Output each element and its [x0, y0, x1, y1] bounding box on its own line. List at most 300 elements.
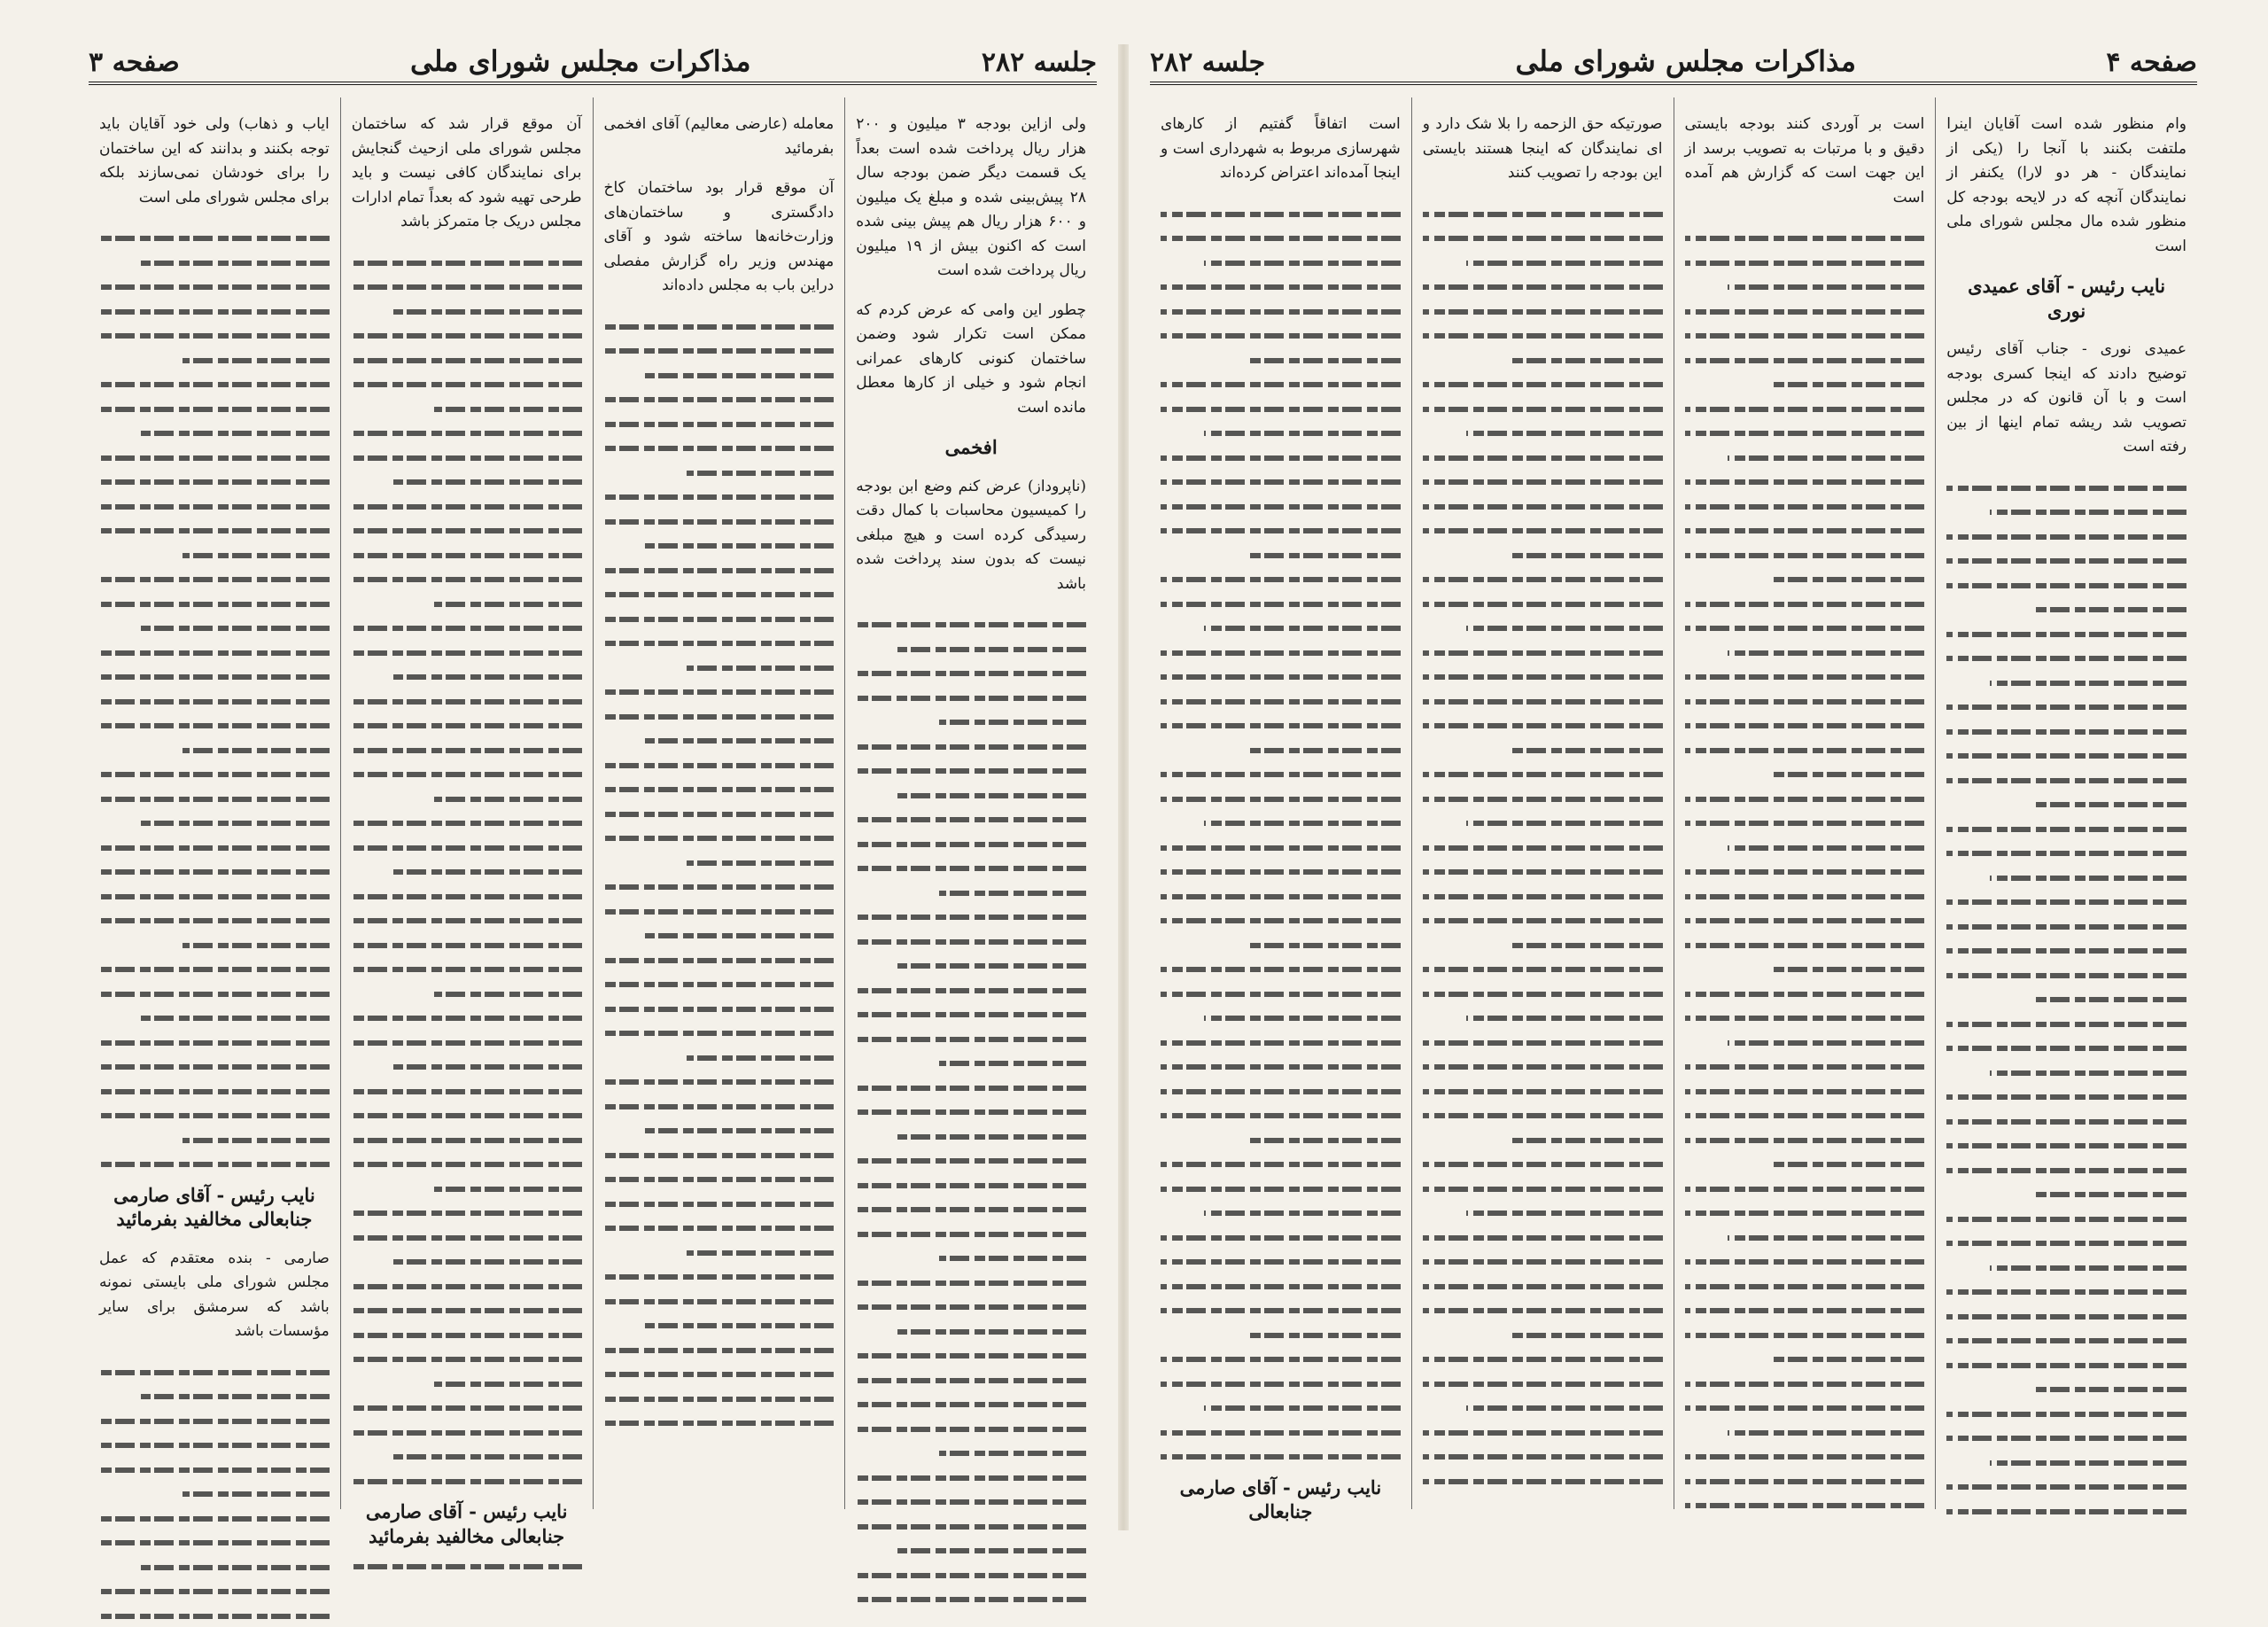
text-line: [352, 1249, 582, 1273]
text-line: [604, 1020, 835, 1045]
text-line: [352, 542, 582, 567]
text-line: [856, 1465, 1086, 1490]
paragraph: معامله (عارضی معالیم) آقای افخمی بفرمائید: [604, 113, 835, 161]
text-line: [1161, 591, 1401, 616]
text-line: [99, 835, 330, 860]
text-line: [352, 1005, 582, 1030]
text-line: [1423, 1249, 1663, 1273]
text-line: [1946, 1304, 2186, 1328]
text-line: [1423, 1078, 1663, 1103]
text-line: [856, 880, 1086, 905]
text-line: [352, 1078, 582, 1103]
text-line: [604, 435, 835, 460]
left-page: [0, 0, 1123, 1530]
text-line: [856, 1172, 1086, 1197]
text-line: [604, 899, 835, 923]
text-line: [856, 1489, 1086, 1514]
right-page-columns: [1150, 97, 2197, 1509]
speaker-heading: نایب رئیس - آقای عمیدی نوری: [1946, 274, 2186, 323]
text-line: [1161, 225, 1401, 250]
text-line: [99, 347, 330, 372]
text-line: [99, 712, 330, 737]
text-line: [1685, 323, 1925, 347]
text-line: [1685, 1371, 1925, 1396]
text-line: [1423, 274, 1663, 299]
text-line: [1161, 956, 1401, 981]
text-line: [352, 518, 582, 542]
text-line: [1946, 791, 2186, 816]
text-line: [856, 1124, 1086, 1148]
text-line: [856, 1367, 1086, 1392]
text-line: [1423, 835, 1663, 860]
text-line: [1161, 615, 1401, 640]
text-line: [99, 1383, 330, 1408]
text-line: [352, 1273, 582, 1298]
text-line: [1946, 962, 2186, 987]
text-line: [1685, 371, 1925, 396]
text-line: [1161, 1176, 1401, 1201]
text-line: [856, 734, 1086, 759]
text-line: [1685, 1102, 1925, 1127]
text-line: [1423, 518, 1663, 542]
text-line: [604, 704, 835, 728]
text-line: [1423, 907, 1663, 932]
text-line: [352, 250, 582, 275]
text-column: [1674, 97, 1936, 1509]
paragraph: عمیدی نوری - جناب آقای رئیس توضیح دادند که اینجا کسری بودجه است و با آن قانون که در مجلس تصویب شد ریشه تمام اینها از بین رفته است: [1946, 338, 2186, 460]
text-line: [1946, 1133, 2186, 1157]
text-line: [604, 460, 835, 485]
text-line: [1946, 475, 2186, 500]
text-line: [1423, 615, 1663, 640]
paragraph: است اتفاقاً گفتیم از کارهای شهرسازی مربوط به شهرداری است و اینجا آمده‌اند اعتراض کرده‌اند: [1161, 113, 1401, 186]
text-line: [99, 1408, 330, 1433]
text-line: [1685, 1176, 1925, 1201]
text-line: [1161, 542, 1401, 567]
text-column: [1150, 97, 1411, 1509]
text-line: [99, 1554, 330, 1579]
text-column: [593, 97, 845, 1509]
text-line: [1161, 1005, 1401, 1030]
text-line: [1161, 761, 1401, 786]
text-line: [604, 728, 835, 752]
text-line: [99, 810, 330, 835]
text-line: [856, 1562, 1086, 1587]
text-line: [1161, 1371, 1401, 1396]
text-line: [1161, 1127, 1401, 1152]
text-line: [604, 1166, 835, 1191]
text-line: [604, 630, 835, 655]
text-line: [1423, 810, 1663, 835]
text-line: [1685, 1030, 1925, 1055]
text-line: [604, 509, 835, 533]
text-line: [1946, 1327, 2186, 1352]
text-line: [604, 314, 835, 339]
text-line: [1685, 1346, 1925, 1371]
text-line: [352, 1420, 582, 1444]
text-line: [1423, 786, 1663, 811]
text-line: [856, 855, 1086, 880]
text-line: [352, 323, 582, 347]
text-line: [352, 884, 582, 908]
text-line: [352, 1395, 582, 1420]
text-line: [604, 338, 835, 362]
text-column: [340, 97, 593, 1509]
text-line: [99, 1127, 330, 1152]
left-page-columns: [89, 97, 1097, 1509]
text-line: [99, 664, 330, 689]
text-line: [604, 1215, 835, 1240]
text-line: [1423, 1297, 1663, 1322]
text-line: [1423, 250, 1663, 275]
text-line: [1423, 1151, 1663, 1176]
text-line: [1161, 445, 1401, 470]
text-line: [1685, 1078, 1925, 1103]
text-line: [352, 299, 582, 323]
text-line: [1946, 889, 2186, 914]
text-line: [856, 1416, 1086, 1441]
text-line: [1161, 981, 1401, 1006]
text-line: [352, 907, 582, 932]
text-line: [1423, 1468, 1663, 1493]
text-line: [1685, 1297, 1925, 1322]
text-line: [1946, 670, 2186, 695]
text-line: [1161, 835, 1401, 860]
page-number: صفحه ۴: [2106, 47, 2197, 78]
text-line: [1685, 1054, 1925, 1078]
text-line: [1946, 1060, 2186, 1085]
text-line: [1946, 596, 2186, 621]
text-line: [856, 1245, 1086, 1270]
text-line: [1685, 591, 1925, 616]
text-line: [1161, 1078, 1401, 1103]
text-line: [604, 874, 835, 899]
text-line: [352, 1322, 582, 1347]
text-line: [99, 737, 330, 762]
text-line: [352, 640, 582, 665]
text-line: [1946, 548, 2186, 572]
text-line: [99, 859, 330, 884]
text-line: [99, 591, 330, 616]
paragraph: صورتیکه حق الزحمه را بلا شک دارد و ای نمایندگان که اینجا هستند بایستی این بودجه را تصویب کنند: [1423, 113, 1663, 186]
text-line: [604, 996, 835, 1021]
paragraph: وام منظور شده است آقایان اینرا ملتفت بکنند با آنجا را (یکی از نمایندگان - هر دو لارا) یکنفر از نمایندگان آنچه که در لایحه بودجه کل منظور شده مال مجلس شورای ملی است: [1946, 113, 2186, 259]
text-line: [1423, 445, 1663, 470]
text-line: [352, 274, 582, 299]
text-line: [1946, 1499, 2186, 1523]
text-line: [1685, 615, 1925, 640]
text-line: [1423, 884, 1663, 908]
text-line: [1161, 664, 1401, 689]
text-line: [604, 1312, 835, 1337]
text-line: [1423, 1395, 1663, 1420]
text-line: [352, 615, 582, 640]
text-line: [1946, 986, 2186, 1011]
speaker-heading: نایب رئیس - آقای صارمی جنابعالی مخالفید بفرمائید: [99, 1183, 330, 1232]
text-line: [856, 1050, 1086, 1075]
text-line: [99, 932, 330, 957]
text-line: [604, 581, 835, 606]
text-line: [1423, 737, 1663, 762]
text-line: [99, 1506, 330, 1530]
left-page-header: [89, 44, 1097, 85]
text-line: [99, 299, 330, 323]
text-line: [1161, 1249, 1401, 1273]
right-page: [1123, 0, 2268, 1530]
text-line: [352, 1176, 582, 1201]
text-line: [604, 1142, 835, 1167]
text-line: [1423, 1346, 1663, 1371]
text-line: [856, 685, 1086, 710]
text-line: [1423, 420, 1663, 445]
text-line: [99, 542, 330, 567]
text-line: [99, 1457, 330, 1482]
text-line: [856, 1148, 1086, 1172]
text-line: [604, 1117, 835, 1142]
text-line: [1685, 225, 1925, 250]
text-line: [352, 737, 582, 762]
text-line: [1161, 396, 1401, 421]
text-line: [1161, 1225, 1401, 1249]
text-line: [1685, 1200, 1925, 1225]
text-line: [352, 1225, 582, 1249]
text-line: [1685, 712, 1925, 737]
text-line: [1423, 1102, 1663, 1127]
text-line: [604, 1410, 835, 1435]
text-line: [99, 420, 330, 445]
text-line: [99, 615, 330, 640]
text-line: [856, 782, 1086, 807]
text-line: [1685, 250, 1925, 275]
text-line: [1161, 1395, 1401, 1420]
text-line: [99, 323, 330, 347]
text-line: [604, 801, 835, 826]
text-line: [352, 371, 582, 396]
text-line: [604, 1045, 835, 1070]
text-line: [1423, 1200, 1663, 1225]
text-line: [1161, 786, 1401, 811]
text-line: [99, 1102, 330, 1127]
text-line: [352, 956, 582, 981]
text-line: [99, 907, 330, 932]
text-line: [1423, 1225, 1663, 1249]
text-line: [1685, 274, 1925, 299]
text-line: [1423, 299, 1663, 323]
text-line: [1423, 664, 1663, 689]
text-line: [856, 1196, 1086, 1221]
text-line: [1161, 274, 1401, 299]
text-line: [352, 1297, 582, 1322]
text-line: [1685, 566, 1925, 591]
text-line: [1946, 621, 2186, 646]
text-line: [1423, 347, 1663, 372]
text-line: [1946, 816, 2186, 841]
text-line: [99, 566, 330, 591]
text-line: [1161, 1444, 1401, 1468]
text-line: [856, 977, 1086, 1002]
session-number: جلسه ۲۸۲: [982, 47, 1097, 78]
text-line: [1946, 1157, 2186, 1182]
text-line: [1685, 1249, 1925, 1273]
page-title: مذاکرات مجلس شورای ملی: [1515, 44, 1855, 78]
text-line: [1685, 689, 1925, 713]
text-line: [1685, 786, 1925, 811]
text-line: [1685, 347, 1925, 372]
text-line: [1161, 420, 1401, 445]
text-line: [352, 1127, 582, 1152]
text-line: [99, 225, 330, 250]
text-line: [1423, 689, 1663, 713]
text-line: [604, 1094, 835, 1118]
text-line: [604, 971, 835, 996]
text-line: [99, 689, 330, 713]
text-line: [1161, 1200, 1401, 1225]
page-number: صفحه ۳: [89, 47, 180, 78]
text-line: [1946, 1084, 2186, 1109]
text-line: [856, 1319, 1086, 1343]
text-line: [604, 1361, 835, 1386]
text-line: [1685, 1395, 1925, 1420]
text-line: [1946, 1206, 2186, 1231]
text-line: [1946, 767, 2186, 792]
text-line: [1423, 1054, 1663, 1078]
text-line: [99, 884, 330, 908]
text-line: [604, 1191, 835, 1216]
text-line: [856, 929, 1086, 954]
text-line: [99, 1054, 330, 1078]
text-line: [1161, 1151, 1401, 1176]
text-line: [99, 1481, 330, 1506]
text-line: [1946, 1181, 2186, 1206]
text-line: [1423, 1005, 1663, 1030]
text-column: [1935, 97, 2197, 1509]
text-line: [856, 806, 1086, 831]
text-line: [1685, 1492, 1925, 1517]
text-line: [99, 445, 330, 470]
text-line: [1161, 884, 1401, 908]
text-line: [1161, 1054, 1401, 1078]
text-line: [1423, 640, 1663, 665]
text-line: [1423, 1127, 1663, 1152]
page-title: مذاکرات مجلس شورای ملی: [410, 44, 750, 78]
text-line: [1423, 542, 1663, 567]
text-line: [1423, 1444, 1663, 1468]
text-line: [352, 1346, 582, 1371]
text-line: [1685, 494, 1925, 518]
text-line: [1423, 1371, 1663, 1396]
text-line: [856, 1343, 1086, 1367]
text-line: [1423, 1322, 1663, 1347]
text-line: [604, 947, 835, 972]
text-line: [99, 1005, 330, 1030]
text-line: [1685, 907, 1925, 932]
text-line: [352, 761, 582, 786]
text-line: [1685, 542, 1925, 567]
text-line: [1946, 1279, 2186, 1304]
text-line: [99, 494, 330, 518]
text-line: [856, 636, 1086, 661]
text-line: [352, 494, 582, 518]
text-line: [1161, 494, 1401, 518]
text-line: [856, 1270, 1086, 1295]
text-line: [1423, 566, 1663, 591]
text-line: [856, 1001, 1086, 1026]
text-line: [99, 1078, 330, 1103]
paragraph: صارمی - بنده معتقدم که عمل مجلس شورای ملی بایستی نمونه باشد که سرمشق برای سایر مؤسسات باشد: [99, 1247, 330, 1344]
text-line: [1423, 225, 1663, 250]
text-line: [99, 371, 330, 396]
text-line: [1946, 865, 2186, 890]
text-line: [99, 1359, 330, 1384]
text-line: [856, 1099, 1086, 1124]
text-line: [1161, 371, 1401, 396]
text-line: [1685, 810, 1925, 835]
text-line: [352, 1371, 582, 1396]
text-line: [99, 1432, 330, 1457]
text-line: [1161, 299, 1401, 323]
text-line: [99, 640, 330, 665]
text-line: [352, 810, 582, 835]
text-line: [1423, 396, 1663, 421]
text-line: [1946, 1352, 2186, 1377]
text-line: [352, 712, 582, 737]
text-line: [99, 250, 330, 275]
text-line: [1423, 956, 1663, 981]
text-line: [1946, 914, 2186, 938]
text-line: [1423, 591, 1663, 616]
text-line: [1423, 1420, 1663, 1444]
paragraph: ایاب و ذهاب) ولی خود آقایان باید توجه بکنند و بدانند که این ساختمان را برای خودشان نمی‌سازند بلکه برای مجلس شورای ملی است: [99, 113, 330, 210]
text-line: [856, 1514, 1086, 1538]
text-line: [1685, 445, 1925, 470]
text-line: [352, 1444, 582, 1468]
text-line: [352, 396, 582, 421]
speaker-heading: افخمی: [856, 435, 1086, 460]
text-line: [1161, 250, 1401, 275]
text-line: [604, 1288, 835, 1313]
text-line: [99, 1151, 330, 1176]
text-line: [604, 655, 835, 680]
text-line: [99, 956, 330, 981]
text-line: [1685, 761, 1925, 786]
text-line: [352, 1151, 582, 1176]
text-line: [856, 1294, 1086, 1319]
text-line: [1685, 835, 1925, 860]
text-line: [1685, 1005, 1925, 1030]
text-line: [1685, 981, 1925, 1006]
text-line: [99, 1530, 330, 1554]
text-line: [1423, 932, 1663, 957]
text-line: [352, 347, 582, 372]
text-line: [99, 786, 330, 811]
text-line: [352, 1102, 582, 1127]
text-line: [604, 922, 835, 947]
text-line: [352, 566, 582, 591]
text-line: [99, 981, 330, 1006]
text-line: [1423, 323, 1663, 347]
text-column: [844, 97, 1097, 1509]
text-line: [604, 1240, 835, 1265]
text-line: [1423, 1273, 1663, 1298]
text-line: [1685, 1127, 1925, 1152]
text-line: [604, 484, 835, 509]
text-line: [856, 1537, 1086, 1562]
text-line: [1685, 1420, 1925, 1444]
text-line: [1161, 689, 1401, 713]
text-line: [352, 1054, 582, 1078]
text-column: [1411, 97, 1674, 1509]
text-line: [1685, 1444, 1925, 1468]
